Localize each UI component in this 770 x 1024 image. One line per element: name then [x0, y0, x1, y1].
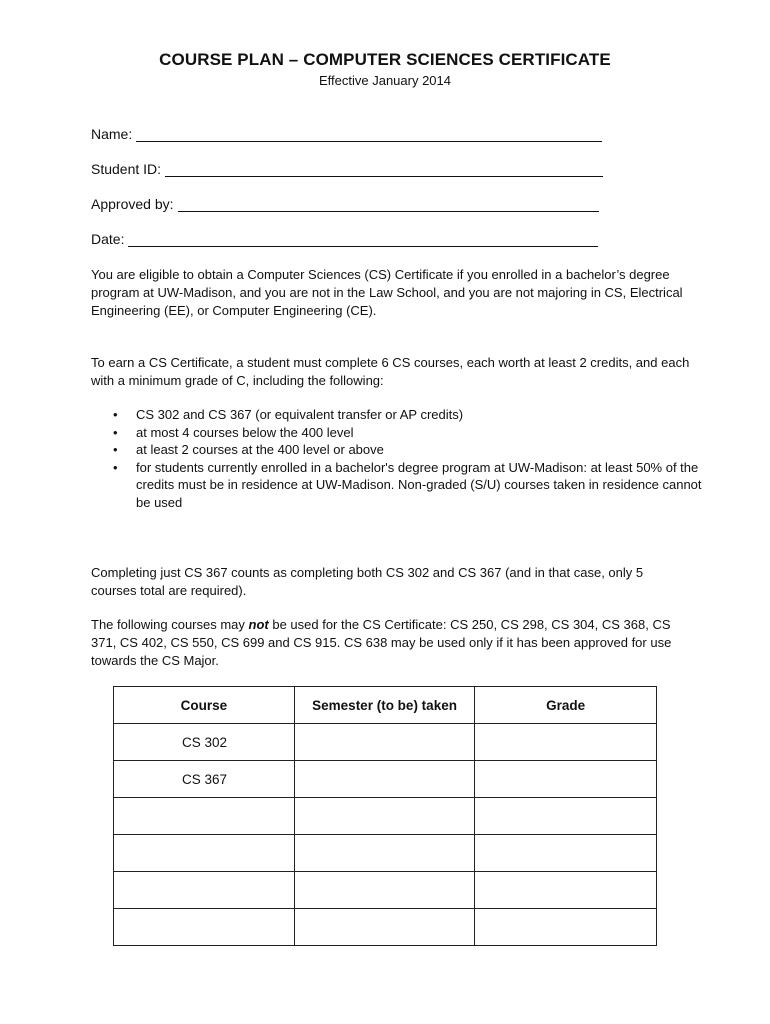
semester-cell[interactable] [294, 724, 475, 761]
grade-cell[interactable] [475, 835, 657, 872]
table-header-row [114, 687, 657, 724]
list-item: • at least 2 courses at the 400 level or above [113, 442, 384, 457]
semester-cell[interactable] [294, 761, 475, 798]
student-id-label: Student ID: [91, 161, 162, 177]
date-input-line[interactable] [128, 231, 598, 247]
emphasis-not: not [248, 617, 269, 632]
approved-by-field [91, 192, 599, 212]
course-cell[interactable] [114, 909, 295, 946]
date-label: Date: [91, 231, 125, 247]
grade-cell[interactable] [475, 724, 657, 761]
approved-by-input-line[interactable] [178, 196, 599, 212]
column-header-semester: Semester (to be) taken [294, 687, 475, 724]
semester-cell[interactable] [294, 798, 475, 835]
column-header-grade: Grade [475, 687, 657, 724]
bullet-icon: • [113, 407, 118, 422]
name-input-line[interactable] [136, 126, 602, 142]
grade-cell[interactable] [475, 798, 657, 835]
grade-cell[interactable] [475, 909, 657, 946]
student-id-input-line[interactable] [165, 161, 603, 177]
course-cell[interactable] [114, 872, 295, 909]
table-row [114, 909, 657, 946]
list-item: • for students currently enrolled in a bachelor's degree program at UW-Madison: at least 50% of the credits must be in residence at UW-Madison. Non-graded (S/U) courses taken in residence cannot be used [113, 459, 702, 510]
semester-cell[interactable] [294, 909, 475, 946]
table-row [114, 724, 657, 761]
requirements-list [108, 406, 711, 511]
page-subtitle: Effective January 2014 [318, 73, 451, 88]
list-item: • at most 4 courses below the 400 level [113, 424, 354, 440]
name-field [91, 122, 602, 142]
student-id-field [91, 157, 603, 177]
course-cell[interactable]: CS 367 [114, 761, 295, 798]
course-cell[interactable] [114, 798, 295, 835]
bullet-icon: • [113, 424, 118, 440]
date-field [91, 227, 598, 247]
course-table [113, 686, 657, 946]
column-header-course: Course [114, 687, 295, 724]
requirements-intro: To earn a CS Certificate, a student must complete 6 CS courses, each worth at least 2 credits, and each with a minimum grade of C, including the following: [91, 355, 690, 388]
grade-cell[interactable] [475, 761, 657, 798]
name-label: Name: [91, 126, 133, 142]
bullet-icon: • [113, 459, 118, 475]
grade-cell[interactable] [475, 872, 657, 909]
table-row [114, 835, 657, 872]
course-cell[interactable] [114, 835, 295, 872]
approved-by-label: Approved by: [91, 196, 174, 212]
course-cell[interactable]: CS 302 [114, 724, 295, 761]
bullet-icon: • [113, 442, 118, 457]
semester-cell[interactable] [294, 835, 475, 872]
exclusions-paragraph: The following courses may not be used for the CS Certificate: CS 250, CS 298, CS 304, CS 368, CS 371, CS 402, CS 550, CS 699 and CS 915. CS 638 may be used only if it has been approved for use towards the CS Major. [91, 617, 672, 668]
list-item: • CS 302 and CS 367 (or equivalent transfer or AP credits) [113, 407, 464, 422]
cs367-note: Completing just CS 367 counts as completing both CS 302 and CS 367 (and in that case, only 5 courses total are required). [91, 565, 644, 598]
table-row [114, 798, 657, 835]
table-row [114, 761, 657, 798]
eligibility-paragraph: You are eligible to obtain a Computer Sciences (CS) Certificate if you enrolled in a bachelor’s degree program at UW-Madison, and you are not in the Law School, and you are not majoring in CS, Electrical Engineering (EE), or Computer Engineering (CE). [91, 267, 683, 318]
page-title: COURSE PLAN – COMPUTER SCIENCES CERTIFICATE [159, 50, 611, 69]
semester-cell[interactable] [294, 872, 475, 909]
table-row [114, 872, 657, 909]
